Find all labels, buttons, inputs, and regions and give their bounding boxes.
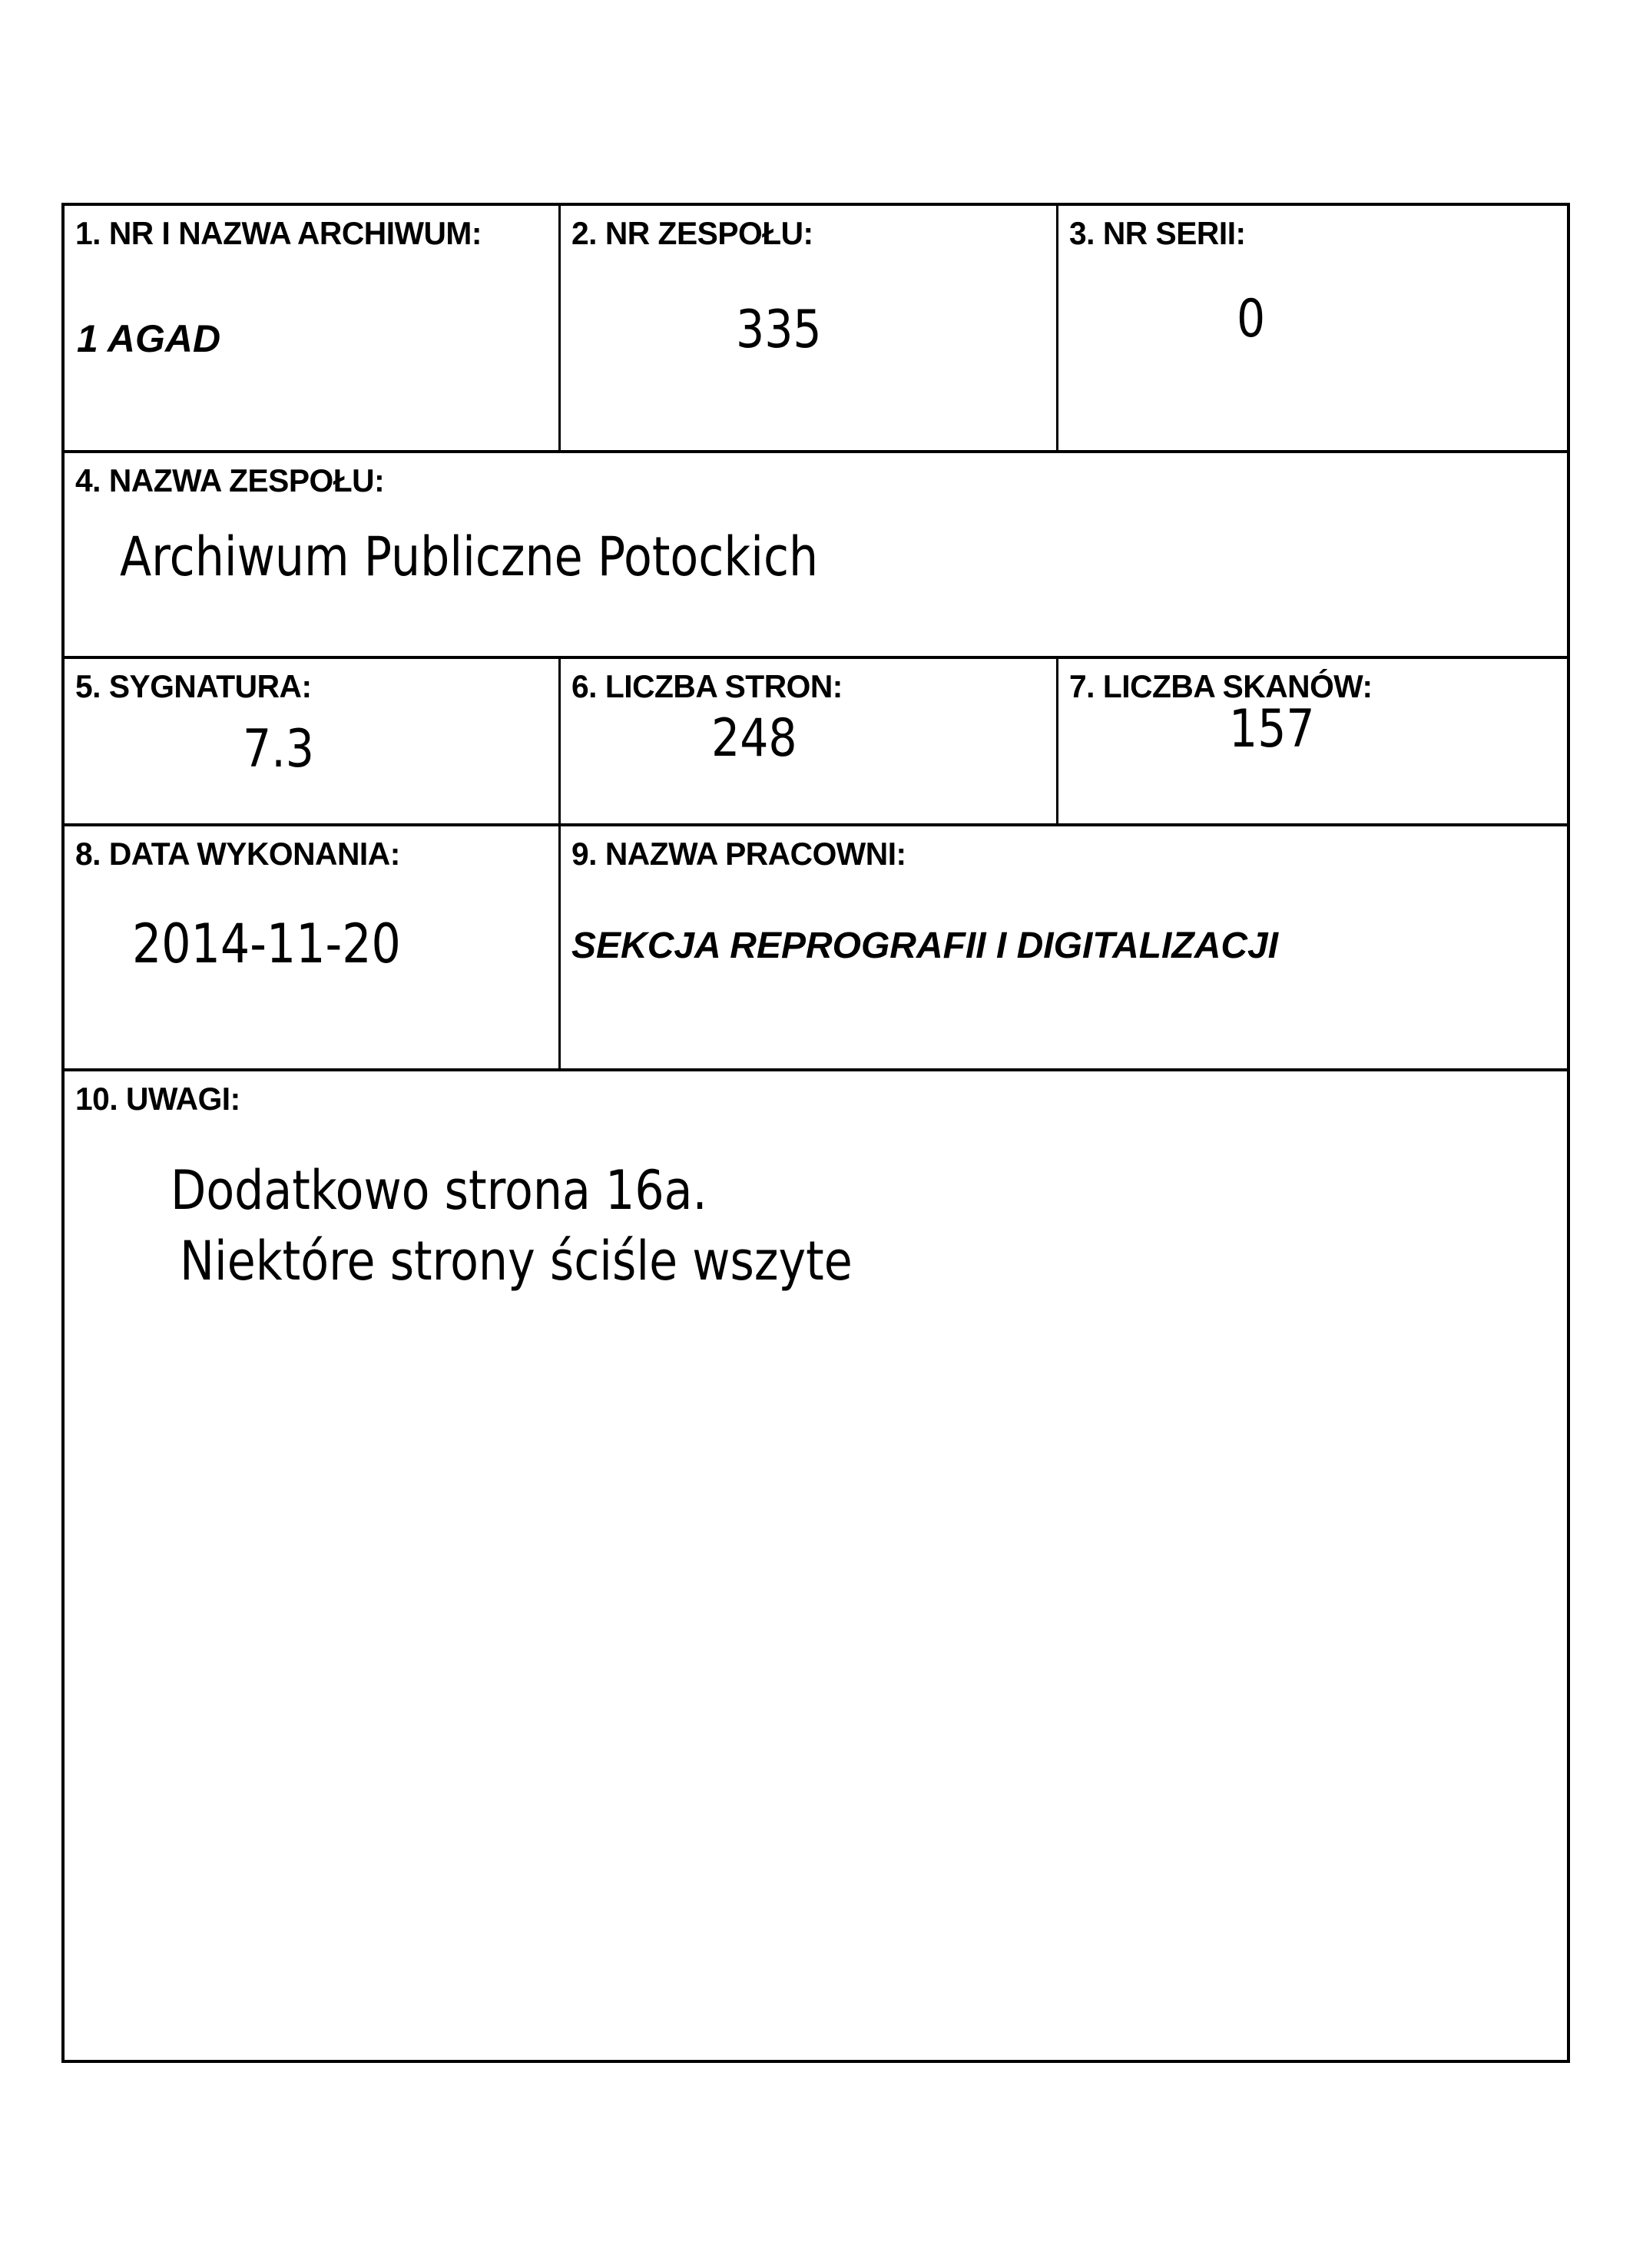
field-label: 8. DATA WYKONANIA:: [75, 836, 400, 872]
series-number-value: 0: [1237, 289, 1266, 349]
field-date: [65, 826, 558, 1068]
signature-value: 7.3: [243, 719, 315, 780]
fonds-number-value: 335: [736, 300, 822, 360]
field-label: 4. NAZWA ZESPOŁU:: [75, 462, 385, 498]
fonds-name-value: Archiwum Publiczne Potockich: [120, 525, 819, 588]
field-label: 6. LICZBA STRON:: [571, 668, 843, 704]
remarks-line-2: Niektóre strony ściśle wszyte: [180, 1230, 853, 1293]
field-label: 3. NR SERII:: [1069, 215, 1246, 251]
field-archive: [65, 206, 558, 450]
field-label: 5. SYGNATURA:: [75, 668, 312, 704]
field-remarks: [65, 1071, 1570, 2063]
field-series-number: [1058, 206, 1570, 450]
archive-value: 1 AGAD: [77, 317, 221, 360]
field-signature: [65, 659, 558, 823]
field-scan-count: [1058, 659, 1570, 823]
field-label: 7. LICZBA SKANÓW:: [1069, 668, 1373, 704]
remarks-line-1: Dodatkowo strona 16a.: [171, 1159, 707, 1222]
field-page-count: [561, 659, 1056, 823]
field-fonds-name: [65, 453, 1570, 656]
field-fonds-number: [561, 206, 1056, 450]
field-label: 1. NR I NAZWA ARCHIWUM:: [75, 215, 482, 251]
field-label: 9. NAZWA PRACOWNI:: [571, 836, 906, 872]
scan-count-value: 157: [1229, 699, 1315, 760]
date-value: 2014-11-20: [132, 912, 401, 975]
field-workshop-name: [561, 826, 1570, 1068]
metadata-form: [61, 203, 1570, 2063]
page-count-value: 248: [711, 708, 797, 769]
workshop-name-value: SEKCJA REPROGRAFII I DIGITALIZACJI: [571, 925, 1279, 966]
field-label: 10. UWAGI:: [75, 1081, 240, 1117]
field-label: 2. NR ZESPOŁU:: [571, 215, 813, 251]
